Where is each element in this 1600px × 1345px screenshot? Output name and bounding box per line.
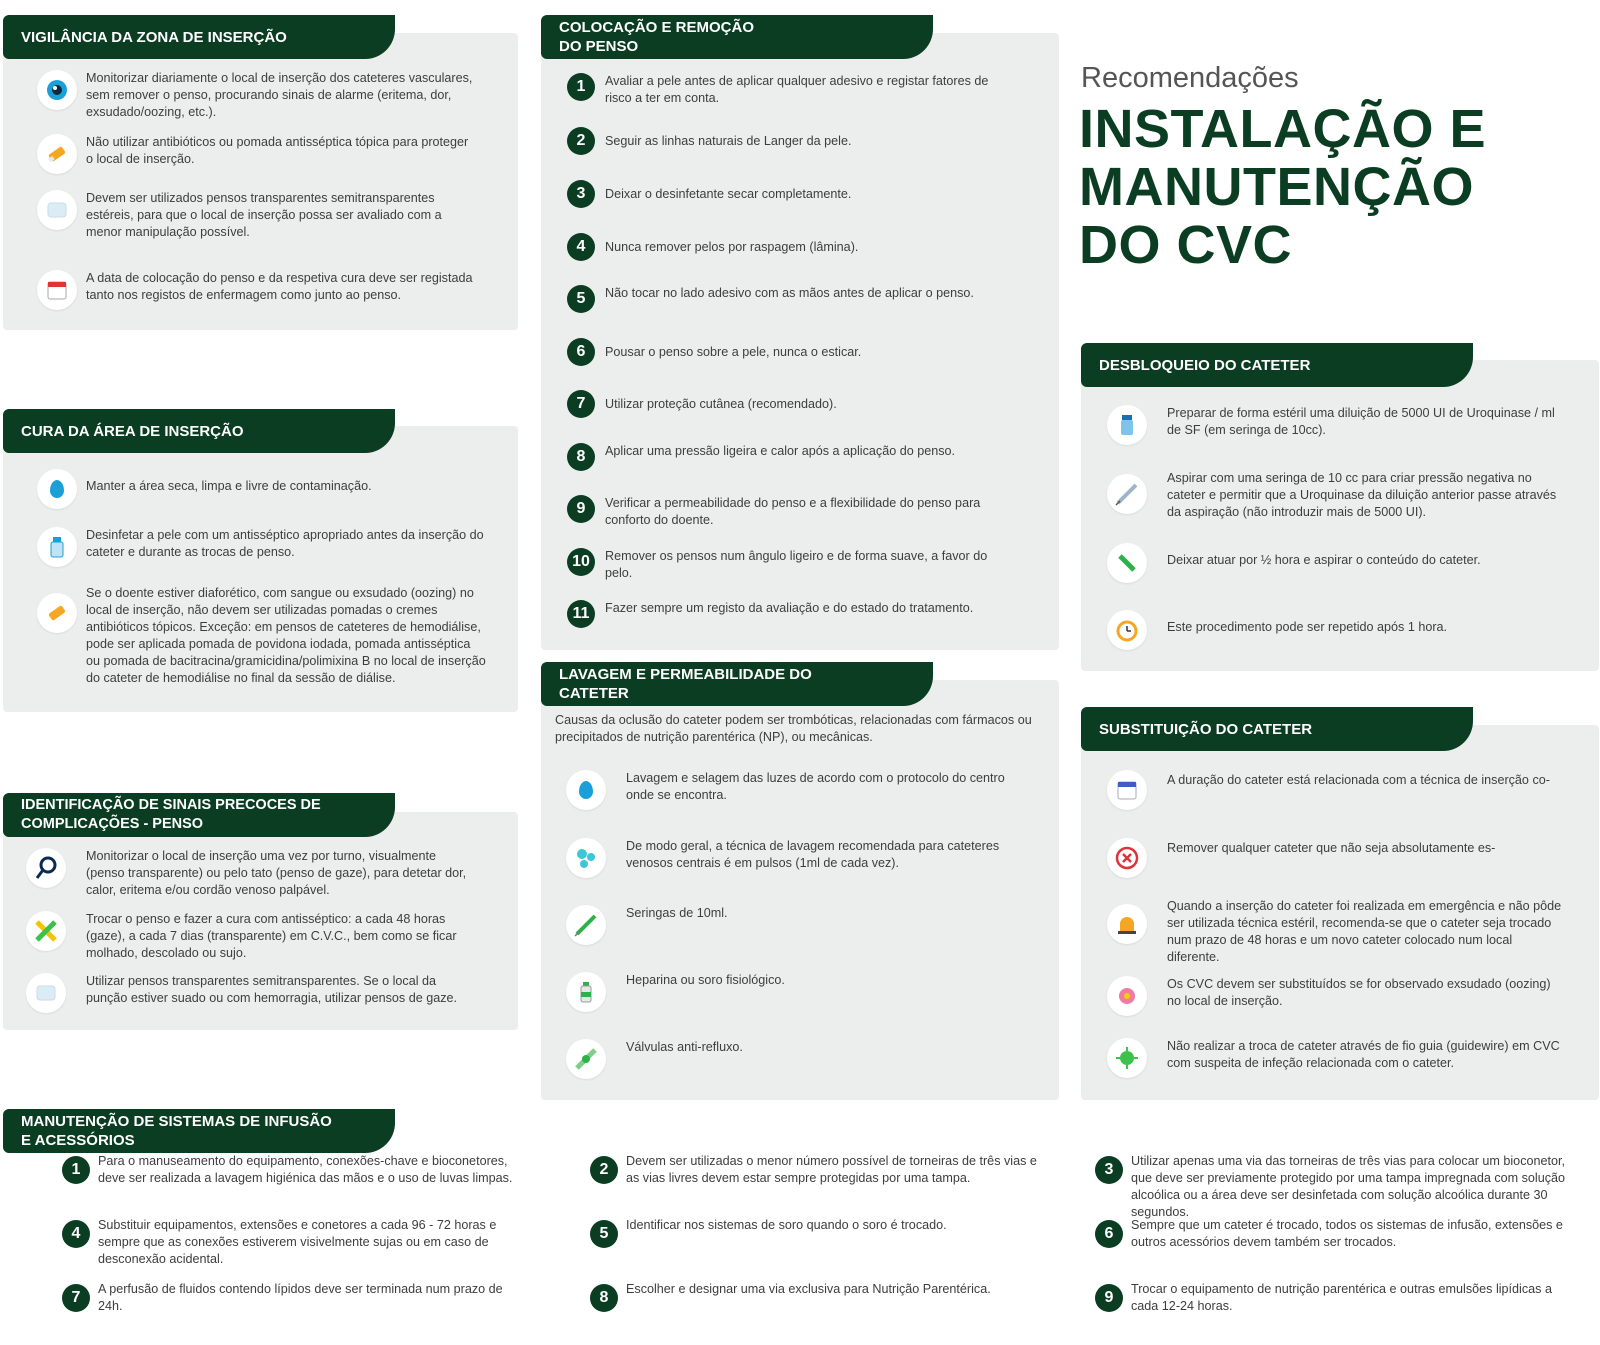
virus-icon [1107,1038,1147,1078]
saline-bottle-icon [566,972,606,1012]
item-text: Fazer sempre um registo da avaliação e do estado do tratamento. [605,601,974,615]
numbered-item [567,233,1037,261]
step-number-badge: 6 [567,338,595,366]
numbered-item [62,1153,522,1187]
numbered-item [567,443,1037,471]
numbered-item [1095,1153,1570,1221]
item-text: Remover qualquer cateter que não seja absolutamente es- [1167,841,1496,855]
item-text: Trocar o penso e fazer a cura com antisséptico: a cada 48 horas (gaze), a cada 7 dias (transparente) em C.V.C., bem como se ficar molhado, descolado ou sujo. [86,912,457,960]
desbloqueio-header [1081,343,1473,387]
exchange-arrows-icon [26,911,66,951]
list-item [1107,898,1597,966]
list-item [37,270,487,310]
item-text: Devem ser utilizadas o menor número possível de torneiras de três vias e as vias livres devem estar sempre protegidas por uma tampa. [626,1154,1037,1185]
numbered-item [567,127,1037,155]
list-item [37,190,487,241]
transparent-dressing-icon [37,190,77,230]
list-item [26,848,496,899]
section-title-line: LAVAGEM E PERMEABILIDADE DO [559,666,812,683]
item-text: Utilizar apenas uma via das torneiras de três vias para colocar um bioconetor, que deve ser previamente protegido por uma tampa impregnada com solução alcoólica ou a área deve ser desinfetada com solução alcoólica durante 30 segundos. [1131,1154,1566,1219]
numbered-item [567,338,1037,366]
item-text: Monitorizar o local de inserção uma vez por turno, visualmente (penso transparente) ou pelo tato (penso de gaze), para detetar dor, calor, eritema e/ou cordão venoso palpável. [86,849,467,897]
item-text: Identificar nos sistemas de soro quando o soro é trocado. [626,1218,947,1232]
item-text: Seguir as linhas naturais de Langer da pele. [605,134,852,148]
item-text: Utilizar pensos transparentes semitransparentes. Se o local da punção estiver suado ou com hemorragia, utilizar pensos de gaze. [86,974,458,1005]
item-text: De modo geral, a técnica de lavagem recomendada para cateteres venosos centrais é em pulsos (1ml de cada vez). [626,839,1000,870]
ointment-tube-icon [37,593,77,633]
item-text: Não realizar a troca de cateter através de fio guia (guidewire) em CVC com suspeita de infeção relacionada com o cateter. [1167,1039,1560,1070]
step-number-badge: 6 [1095,1220,1123,1248]
syringe-icon [566,905,606,945]
numbered-item [62,1217,522,1268]
item-text: Aplicar uma pressão ligeira e calor após a aplicação do penso. [605,444,956,458]
title-line: INSTALAÇÃO E [1079,99,1486,159]
item-text: Nunca remover pelos por raspagem (lâmina). [605,240,859,254]
item-text: Devem ser utilizados pensos transparentes semitransparentes estéreis, para que o local de inserção possa ser avaliado com a menor manipulação possível. [86,191,442,239]
item-text: Não utilizar antibióticos ou pomada antisséptica tópica para proteger o local de inserção. [86,135,469,166]
section-title-line: COLOCAÇÃO E REMOÇÃO [559,19,754,36]
list-item [37,469,487,509]
remove-circle-icon [1107,838,1147,878]
numbered-item [1095,1281,1570,1315]
transparent-dressing-icon [26,973,66,1013]
item-text: Lavagem e selagem das luzes de acordo com o protocolo do centro onde se encontra. [626,771,1005,802]
syringe-icon [1107,543,1147,583]
item-text: Quando a inserção do cateter foi realizada em emergência e não pôde ser utilizada técnica estéril, recomenda-se que o cateter seja trocado num prazo de 48 horas e um novo cateter colocado num local diferente. [1167,899,1562,964]
item-text: Verificar a permeabilidade do penso e a flexibilidade do penso para conforto do doente. [605,496,981,527]
identificacao-header [3,793,395,837]
numbered-item [567,390,1037,418]
numbered-item [1095,1217,1570,1251]
item-text: Deixar o desinfetante secar completamente. [605,187,852,201]
section-title-line: DO PENSO [559,38,639,55]
numbered-item [567,548,1037,582]
section-title-line: CATETER [559,685,629,702]
step-number-badge: 3 [567,180,595,208]
pulse-drops-icon [566,838,606,878]
step-number-badge: 9 [567,495,595,523]
item-text: Não tocar no lado adesivo com as mãos antes de aplicar o penso. [605,286,974,300]
section-title-line: MANUTENÇÃO DE SISTEMAS DE INFUSÃO [21,1113,332,1130]
calendar-icon [1107,770,1147,810]
water-drop-icon [566,770,606,810]
step-number-badge: 8 [590,1284,618,1312]
item-text: Trocar o equipamento de nutrição parentérica e outras emulsões lipídicas a cada 12-24 horas. [1131,1282,1552,1313]
list-item [1107,470,1577,521]
vial-icon [1107,405,1147,445]
page-title [1079,100,1486,274]
numbered-item [62,1281,522,1315]
subtitle: Recomendações [1081,62,1299,94]
numbered-item [567,495,1037,529]
numbered-item [567,180,1037,208]
item-text: Este procedimento pode ser repetido após 1 hora. [1167,620,1448,634]
list-item [26,973,496,1013]
step-number-badge: 1 [62,1156,90,1184]
section-title: VIGILÂNCIA DA ZONA DE INSERÇÃO [21,28,287,46]
magnifier-icon [26,848,66,888]
step-number-badge: 8 [567,443,595,471]
list-item [37,585,487,687]
lavagem-header [541,662,933,706]
numbered-item [567,285,1037,313]
calendar-icon [37,270,77,310]
item-text: Pousar o penso sobre a pele, nunca o esticar. [605,345,862,359]
step-number-badge: 1 [567,73,595,101]
numbered-item [590,1217,1050,1248]
item-text: Avaliar a pele antes de aplicar qualquer adesivo e registar fatores de risco a ter em conta. [605,74,989,105]
step-number-badge: 4 [62,1220,90,1248]
list-item [37,70,487,121]
item-text: Utilizar proteção cutânea (recomendado). [605,397,837,411]
colocacao-header [541,15,933,59]
item-text: Deixar atuar por ½ hora e aspirar o conteúdo do cateter. [1167,553,1481,567]
item-text: Válvulas anti-refluxo. [626,1040,743,1054]
section-title-line: COMPLICAÇÕES - PENSO [21,816,204,832]
numbered-item [590,1281,1050,1312]
list-item [1107,976,1597,1016]
ointment-tube-icon [37,134,77,174]
title-line: DO CVC [1079,215,1293,275]
item-text: Sempre que um cateter é trocado, todos os sistemas de infusão, extensões e outros acessórios devem também ser trocados. [1131,1218,1563,1249]
list-item [566,972,1036,1012]
section-title: CURA DA ÁREA DE INSERÇÃO [21,422,244,440]
step-number-badge: 10 [567,548,595,576]
step-number-badge: 2 [590,1156,618,1184]
list-item [1107,1038,1597,1078]
item-text: Heparina ou soro fisiológico. [626,973,785,987]
title-line: MANUTENÇÃO [1079,157,1474,217]
list-item [1107,610,1577,650]
cura-header [3,409,395,453]
antiseptic-bottle-icon [37,527,77,567]
list-item [566,905,1036,945]
item-text: Monitorizar diariamente o local de inserção dos cateteres vasculares, sem remover o penso, procurando sinais de alarme (eritema, dor, exsudado/oozing, etc.). [86,71,473,119]
section-title: DESBLOQUEIO DO CATETER [1099,356,1311,374]
section-title: SUBSTITUIÇÃO DO CATETER [1099,720,1313,738]
list-item [1107,405,1577,445]
list-item [1107,543,1577,583]
section-title-line: E ACESSÓRIOS [21,1132,135,1149]
step-number-badge: 5 [567,285,595,313]
item-text: Manter a área seca, limpa e livre de contaminação. [86,479,372,493]
item-text: Desinfetar a pele com um antisséptico apropriado antes da inserção do cateter e durante as trocas de penso. [86,528,484,559]
step-number-badge: 3 [1095,1156,1123,1184]
vigilancia-header [3,15,395,59]
lavagem-intro: Causas da oclusão do cateter podem ser trombóticas, relacionadas com fármacos ou precipitados de nutrição parentérica (NP), ou mecânicas. [555,713,1032,744]
item-text: Se o doente estiver diaforético, com sangue ou exsudado (oozing) no local de inserção, não devem ser utilizadas pomadas o cremes antibióticos tópicos. Exceção: em pensos de cateteres de hemodiálise, pode ser aplicada pomada de povidona iodada, pomada antisséptica ou pomada de bacitracina/gramicidina/polimixina B no local de inserção do cateter de hemodiálise no final da sessão de diálise. [86,586,486,685]
item-text: Substituir equipamentos, extensões e conetores a cada 96 - 72 horas e sempre que as conexões estiverem visivelmente sujas ou em caso de desconexão acidental. [98,1218,497,1266]
step-number-badge: 5 [590,1220,618,1248]
item-text: A perfusão de fluidos contendo lípidos deve ser terminada num prazo de 24h. [98,1282,503,1313]
item-text: Preparar de forma estéril uma diluição de 5000 UI de Uroquinase / ml de SF (em seringa de 10cc). [1167,406,1555,437]
syringe-icon [1107,474,1147,514]
step-number-badge: 2 [567,127,595,155]
wound-icon [1107,976,1147,1016]
item-text: Escolher e designar uma via exclusiva para Nutrição Parentérica. [626,1282,991,1296]
list-item [566,770,1036,810]
step-number-badge: 9 [1095,1284,1123,1312]
item-text: Seringas de 10ml. [626,906,728,920]
water-drop-icon [37,469,77,509]
item-text: Os CVC devem ser substituídos se for observado exsudado (oozing) no local de inserção. [1167,977,1551,1008]
item-text: Para o manuseamento do equipamento, conexões-chave e bioconetores, deve ser realizada a lavagem higiénica das mãos e o uso de luvas limpas. [98,1154,513,1185]
siren-icon [1107,904,1147,944]
numbered-item [590,1153,1050,1187]
item-text: A data de colocação do penso e da respetiva cura deve ser registada tanto nos registos de enfermagem como junto ao penso. [86,271,473,302]
list-item [37,527,487,567]
list-item [37,134,487,174]
alarm-clock-icon [1107,610,1147,650]
manutencao-header [3,1109,395,1153]
section-title-line: IDENTIFICAÇÃO DE SINAIS PRECOCES DE [21,797,321,813]
item-text: A duração do cateter está relacionada com a técnica de inserção co- [1167,773,1550,787]
step-number-badge: 4 [567,233,595,261]
item-text: Remover os pensos num ângulo ligeiro e de forma suave, a favor do pelo. [605,549,988,580]
list-item [1107,838,1597,878]
valve-icon [566,1039,606,1079]
item-text: Aspirar com uma seringa de 10 cc para criar pressão negativa no cateter e permitir que a Uroquinase da diluição anterior passe através da aspiração (não introduzir mais de 5000 UI). [1167,471,1557,519]
step-number-badge: 11 [567,600,595,628]
list-item [1107,770,1597,810]
list-item [566,838,1036,878]
list-item [26,911,496,962]
numbered-item [567,73,1037,107]
numbered-item [567,600,1037,628]
substituicao-header [1081,707,1473,751]
list-item [566,1039,1036,1079]
step-number-badge: 7 [567,390,595,418]
step-number-badge: 7 [62,1284,90,1312]
eye-icon [37,70,77,110]
